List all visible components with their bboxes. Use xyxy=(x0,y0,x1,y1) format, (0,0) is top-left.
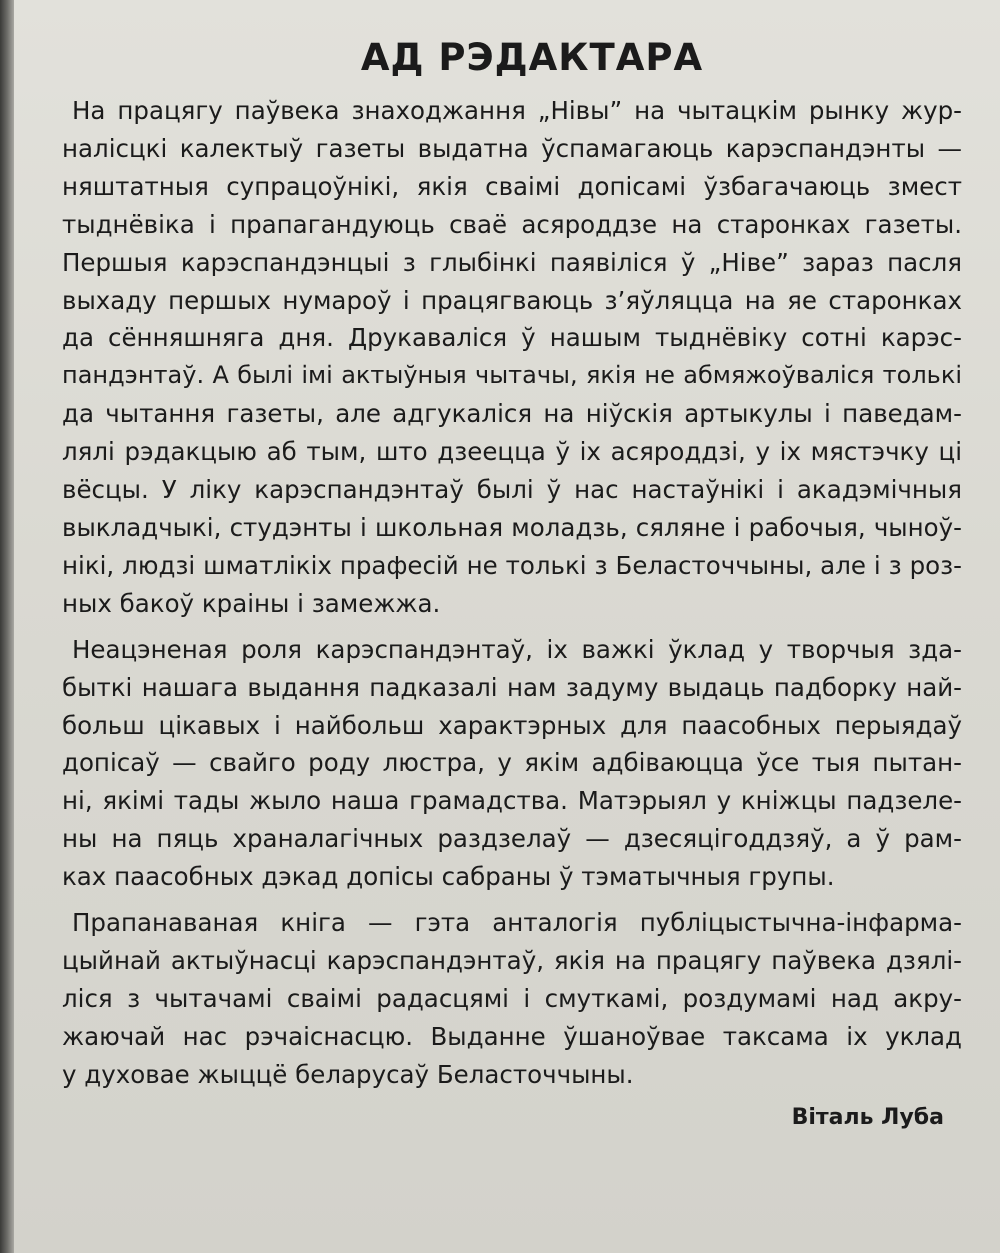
text-line: у духовае жыццё беларусаў Беласточчыны. xyxy=(62,1059,634,1089)
text-line: тыднёвіка і прапагандуюць сваё асяроддзе на старонках газеты. xyxy=(62,209,962,239)
text-line: быткі нашага выдання падказалі нам задуму выдаць падборку най- xyxy=(62,672,962,702)
paragraph-gap xyxy=(62,896,962,904)
text-line: допісаў — свайго роду люстра, у якім адбіваюцца ўсе тыя пытан- xyxy=(62,748,962,778)
text-line: да сённяшняга дня. Друкаваліся ў нашым тыднёвіку сотні карэс- xyxy=(62,323,962,353)
text-line: ліся з чытачамі сваімі радасцямі і смуткамі, роздумамі над акру- xyxy=(62,983,962,1013)
text-line: ках паасобных дэкад допісы сабраны ў тэматычныя групы. xyxy=(62,862,835,892)
text-line: жаючай нас рэчаіснасцю. Выданне ўшаноўвае таксама іх уклад xyxy=(62,1021,962,1051)
text-line: выхаду першых нумароў і працягваюць з’яўляцца на яе старонках xyxy=(62,285,962,315)
text-line: выкладчыкі, студэнты і школьная моладзь, сяляне і рабочыя, чыноў- xyxy=(62,512,962,542)
text-line: ны на пяць храналагічных раздзелаў — дзесяцігоддзяў, а ў рам- xyxy=(62,824,962,854)
page-title: АД РЭДАКТАРА xyxy=(360,36,704,79)
text-line: На працягу паўвека знаходжання „Нівы” на чытацкім рынку жур- xyxy=(72,96,962,125)
text-line: ных бакоў краіны і замежжа. xyxy=(62,588,441,618)
text-line: Прапанаваная кніга — гэта анталогія публіцыстычна-інфарма- xyxy=(72,908,962,938)
paragraph-2 xyxy=(62,631,962,896)
page-binding-edge xyxy=(0,0,14,1253)
text-line: да чытання газеты, але адгукаліся на ніўскія артыкулы і паведам- xyxy=(62,399,962,429)
paragraph-1 xyxy=(62,92,962,623)
text-line: няштатныя супрацоўнікі, якія сваімі допісамі ўзбагачаюць змест xyxy=(62,171,962,201)
author-signature: Віталь Луба xyxy=(791,1104,944,1130)
text-line: больш цікавых і найбольш характэрных для паасобных перыядаў xyxy=(62,710,962,740)
text-line: ні, якімі тады жыло наша грамадства. Матэрыял у кніжцы падзеле- xyxy=(62,786,962,816)
text-line: пандэнтаў. А былі імі актыўныя чытачы, якія не абмяжоўваліся толькі xyxy=(62,361,962,390)
text-line: нікі, людзі шматлікіх прафесій не толькі з Беласточчыны, але і з роз- xyxy=(62,550,962,580)
text-line: Першыя карэспандэнцыі з глыбінкі паявіліся ў „Ніве” зараз пасля xyxy=(62,247,962,277)
paragraph-3 xyxy=(62,904,962,1094)
text-line: налісцкі калектыў газеты выдатна ўспамагаюць карэспандэнты — xyxy=(62,133,962,163)
paragraph-gap xyxy=(62,623,962,631)
text-line: цыйнай актыўнасці карэспандэнтаў, якія на працягу паўвека дзялі- xyxy=(62,945,962,975)
text-line: лялі рэдакцыю аб тым, што дзеецца ў іх асяроддзі, у іх мястэчку ці xyxy=(62,437,962,467)
text-line: вёсцы. У ліку карэспандэнтаў былі ў нас настаўнікі і акадэмічныя xyxy=(62,475,962,505)
text-line: Неацэненая роля карэспандэнтаў, іх важкі ўклад у творчыя зда- xyxy=(72,634,962,664)
